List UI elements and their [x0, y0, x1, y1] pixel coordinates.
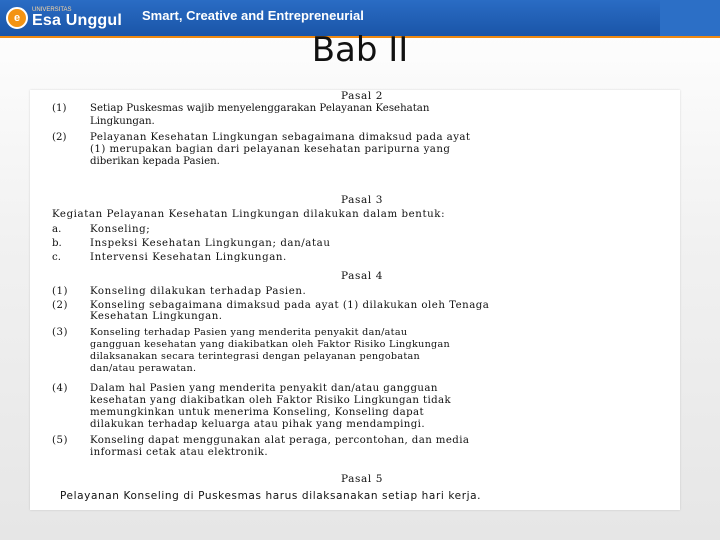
- text-line: dan/atau perawatan.: [90, 363, 197, 374]
- item-number: (5): [52, 435, 68, 446]
- list-item: [52, 132, 672, 168]
- university-logo: [6, 5, 122, 31]
- item-text: Konseling;: [90, 224, 151, 235]
- list-item: [52, 435, 672, 459]
- list-item: [52, 224, 672, 238]
- list-item: [52, 327, 672, 383]
- text-line: Lingkungan.: [90, 116, 155, 127]
- item-text: Konseling dilakukan terhadap Pasien.: [90, 286, 307, 297]
- list-item: [52, 238, 672, 252]
- item-number: (4): [52, 383, 68, 394]
- item-number: a.: [52, 224, 62, 235]
- text-line: Dalam hal Pasien yang menderita penyakit dan/atau gangguan: [90, 383, 438, 394]
- text-line: dilaksanakan secara terintegrasi dengan pelayanan pengobatan: [90, 351, 421, 362]
- pasal-3-items: [52, 224, 672, 266]
- pasal-2-items: [52, 103, 672, 168]
- pasal-5-text: Pelayanan Konseling di Puskesmas harus dilaksanakan setiap hari kerja.: [60, 490, 482, 502]
- text-line: diberikan kepada Pasien.: [90, 156, 220, 167]
- text-line: (1) merupakan bagian dari pelayanan kesehatan paripurna yang: [90, 144, 451, 155]
- pasal-4-items: [52, 286, 672, 459]
- list-item: [52, 103, 672, 132]
- text-line: Setiap Puskesmas wajib menyelenggarakan Pelayanan Kesehatan: [90, 103, 430, 114]
- text-line: kesehatan yang diakibatkan oleh Faktor Risiko Lingkungan tidak: [90, 395, 452, 406]
- text-line: Konseling sebagaimana dimaksud pada ayat (1) dilakukan oleh Tenaga: [90, 300, 490, 311]
- pasal-heading: Pasal 5: [340, 473, 384, 485]
- list-item: [52, 383, 672, 435]
- text-line: memungkinkan untuk menerima Konseling, Konseling dapat: [90, 407, 424, 418]
- item-number: c.: [52, 252, 61, 263]
- list-item: [52, 286, 672, 300]
- tagline: Smart, Creative and Entrepreneurial: [142, 8, 364, 23]
- item-number: (2): [52, 132, 67, 143]
- logo-small-text: UNIVERSITAS: [32, 7, 72, 13]
- list-item: [52, 252, 672, 266]
- item-number: (1): [52, 103, 67, 114]
- logo-emblem-icon: e: [6, 7, 28, 29]
- slide-title: Bab II: [311, 30, 409, 70]
- text-line: Pelayanan Kesehatan Lingkungan sebagaimana dimaksud pada ayat: [90, 132, 471, 143]
- item-number: b.: [52, 238, 62, 249]
- text-line: Konseling terhadap Pasien yang menderita penyakit dan/atau: [90, 327, 408, 338]
- text-line: dilakukan terhadap keluarga atau pihak yang mendampingi.: [90, 419, 425, 430]
- document-image: [30, 90, 680, 510]
- item-text: Inspeksi Kesehatan Lingkungan; dan/atau: [90, 238, 331, 249]
- text-line: Kesehatan Lingkungan.: [90, 311, 223, 322]
- text-line: Konseling dapat menggunakan alat peraga, percontohan, dan media: [90, 435, 470, 446]
- item-number: (1): [52, 286, 68, 297]
- item-text: Intervensi Kesehatan Lingkungan.: [90, 252, 287, 263]
- pasal-3-intro: Kegiatan Pelayanan Kesehatan Lingkungan dilakukan dalam bentuk:: [52, 209, 446, 220]
- logo-name: Esa Unggul: [32, 12, 123, 29]
- pasal-heading: Pasal 4: [340, 270, 384, 282]
- list-item: [52, 300, 672, 327]
- pasal-heading: Pasal 3: [340, 194, 384, 206]
- item-number: (3): [52, 327, 68, 338]
- text-line: gangguan kesehatan yang diakibatkan oleh Faktor Risiko Lingkungan: [90, 339, 450, 350]
- item-number: (2): [52, 300, 68, 311]
- pasal-heading: Pasal 2: [340, 90, 384, 102]
- text-line: informasi cetak atau elektronik.: [90, 447, 269, 458]
